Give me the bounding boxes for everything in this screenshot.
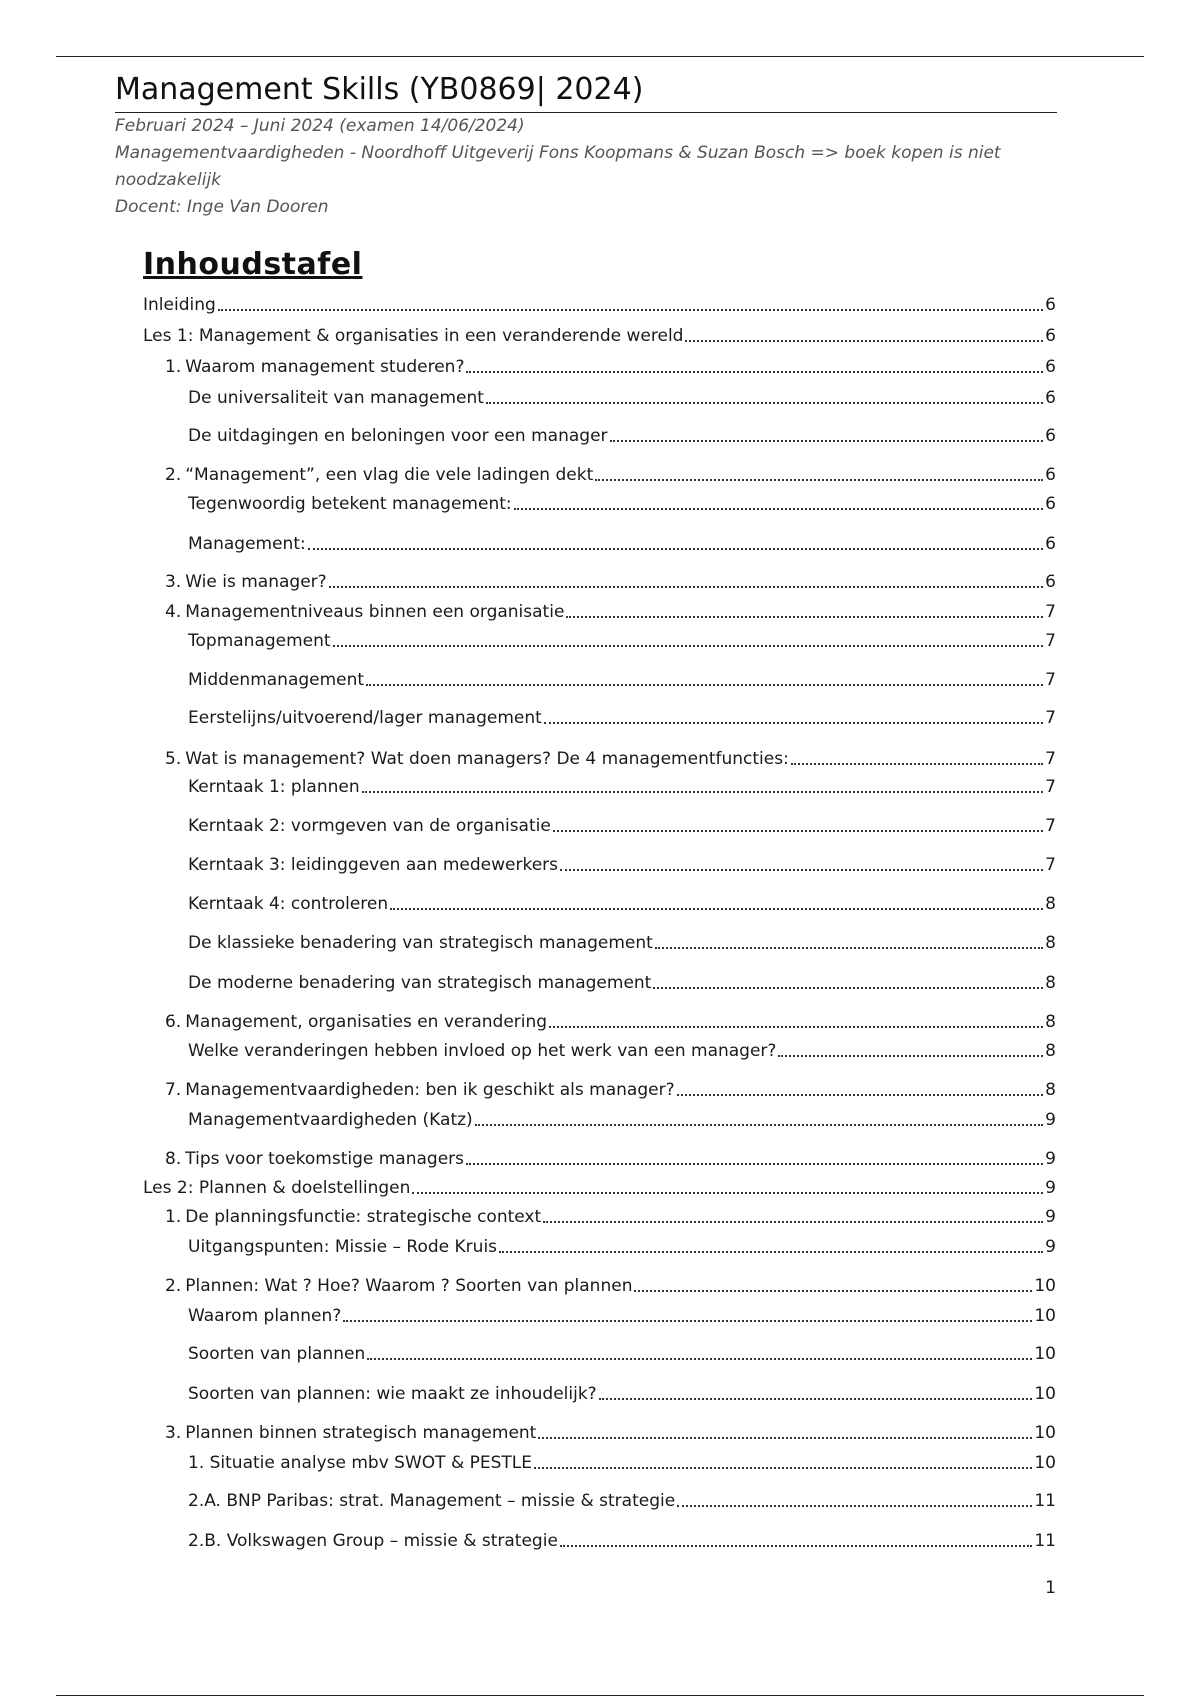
toc-entry-label: Plannen binnen strategisch management (185, 1423, 537, 1443)
toc-dot-leader (475, 1124, 1044, 1126)
toc-entry[interactable] (143, 323, 1056, 347)
toc-entry-page: 9 (1045, 1237, 1056, 1257)
toc-dot-leader (514, 508, 1044, 510)
toc-entry-number: 3. (165, 1423, 182, 1443)
meta-book-continued: noodzakelijk (115, 170, 222, 190)
toc-entry-number: 7. (165, 1080, 182, 1100)
toc-dot-leader (653, 987, 1043, 989)
toc-entry-page: 9 (1045, 1110, 1056, 1130)
toc-entry-page: 10 (1034, 1453, 1056, 1473)
page-number: 1 (1045, 1578, 1056, 1598)
toc-entry-label: Wie is manager? (185, 572, 327, 592)
toc-entry-label: 2.A. BNP Paribas: strat. Management – missie & strategie (188, 1491, 676, 1511)
toc-entry-number: 2. (165, 1276, 182, 1296)
toc-dot-leader (534, 1467, 1032, 1469)
toc-entry-label: Kerntaak 1: plannen (188, 777, 360, 797)
toc-entry-label: Tegenwoordig betekent management: (188, 494, 512, 514)
toc-entry-page: 6 (1045, 572, 1056, 592)
meta-teacher: Docent: Inge Van Dooren (115, 197, 329, 217)
toc-dot-leader (610, 440, 1044, 442)
toc-entry[interactable] (188, 1450, 1056, 1474)
toc-entry-label: Management: (188, 534, 306, 554)
toc-entry[interactable] (188, 385, 1056, 409)
toc-entry-page: 6 (1045, 465, 1056, 485)
toc-entry-label: Managementvaardigheden: ben ik geschikt als manager? (185, 1080, 675, 1100)
toc-dot-leader (218, 309, 1043, 311)
toc-entry-label: Welke veranderingen hebben invloed op het werk van een manager? (188, 1041, 777, 1061)
toc-entry-page: 6 (1045, 494, 1056, 514)
toc-entry-page: 6 (1045, 426, 1056, 446)
toc-entry-page: 10 (1034, 1276, 1056, 1296)
toc-entry-number: 6. (165, 1012, 182, 1032)
toc-entry-page: 7 (1045, 708, 1056, 728)
toc-entry-label: Inleiding (143, 295, 216, 315)
toc-entry-label: Waarom plannen? (188, 1306, 342, 1326)
toc-entry-page: 10 (1034, 1423, 1056, 1443)
toc-entry-page: 6 (1045, 388, 1056, 408)
toc-dot-leader (543, 1221, 1043, 1223)
toc-entry-label: De moderne benadering van strategisch management (188, 973, 652, 993)
toc-entry-page: 8 (1045, 973, 1056, 993)
toc-entry[interactable] (188, 628, 1056, 652)
toc-entry[interactable] (165, 1204, 1056, 1228)
toc-entry-page: 7 (1045, 855, 1056, 875)
toc-dot-leader (549, 1026, 1043, 1028)
toc-dot-leader (308, 548, 1043, 550)
toc-dot-leader (566, 616, 1043, 618)
toc-entry-page: 8 (1045, 1012, 1056, 1032)
toc-entry-page: 8 (1045, 1041, 1056, 1061)
toc-entry[interactable] (165, 746, 1056, 770)
toc-entry-page: 7 (1045, 631, 1056, 651)
toc-entry[interactable] (188, 852, 1056, 876)
toc-entry[interactable] (188, 930, 1056, 954)
toc-entry-number: 8. (165, 1149, 182, 1169)
toc-entry-label: Kerntaak 2: vormgeven van de organisatie (188, 816, 551, 836)
toc-entry[interactable] (188, 1234, 1056, 1258)
toc-dot-leader (655, 947, 1043, 949)
toc-dot-leader (560, 869, 1043, 871)
toc-entry[interactable] (188, 531, 1056, 555)
toc-entry[interactable] (188, 891, 1056, 915)
toc-entry[interactable] (165, 1420, 1056, 1444)
toc-dot-leader (466, 1163, 1043, 1165)
toc-entry-label: Managementvaardigheden (Katz) (188, 1110, 473, 1130)
toc-entry-number: 1. (165, 1207, 182, 1227)
toc-entry[interactable] (188, 491, 1056, 515)
meta-period: Februari 2024 – Juni 2024 (examen 14/06/2024) (115, 116, 525, 136)
toc-entry-page: 8 (1045, 933, 1056, 953)
toc-entry[interactable] (188, 813, 1056, 837)
toc-entry-page: 10 (1034, 1384, 1056, 1404)
toc-dot-leader (466, 371, 1043, 373)
toc-dot-leader (685, 340, 1043, 342)
document-header (115, 70, 1057, 221)
toc-entry[interactable] (165, 462, 1056, 486)
toc-entry[interactable] (188, 423, 1056, 447)
document-title: Management Skills (YB0869| 2024) (115, 70, 1057, 113)
toc-entry-page: 9 (1045, 1178, 1056, 1198)
toc-entry-page: 7 (1045, 816, 1056, 836)
toc-dot-leader (791, 763, 1043, 765)
toc-entry-label: Wat is management? Wat doen managers? De 4 managementfuncties: (185, 749, 789, 769)
toc-entry-label: Soorten van plannen: wie maakt ze inhoudelijk? (188, 1384, 597, 1404)
toc-entry-label: Uitgangspunten: Missie – Rode Kruis (188, 1237, 498, 1257)
toc-entry[interactable] (188, 667, 1056, 691)
toc-entry-label: De planningsfunctie: strategische context (185, 1207, 542, 1227)
toc-entry-page: 7 (1045, 602, 1056, 622)
toc-entry-label: Kerntaak 4: controleren (188, 894, 389, 914)
toc-entry-label: De uitdagingen en beloningen voor een manager (188, 426, 608, 446)
toc-dot-leader (366, 684, 1043, 686)
toc-dot-leader (544, 722, 1043, 724)
toc-entry-label: De universaliteit van management (188, 388, 484, 408)
toc-dot-leader (390, 908, 1043, 910)
toc-entry-number: 3. (165, 572, 182, 592)
toc-dot-leader (560, 1545, 1032, 1547)
toc-dot-leader (595, 479, 1043, 481)
toc-entry[interactable] (188, 1341, 1056, 1365)
toc-entry-page: 6 (1045, 534, 1056, 554)
toc-entry-label: Tips voor toekomstige managers (185, 1149, 465, 1169)
toc-entry-label: Eerstelijns/uitvoerend/lager management (188, 708, 542, 728)
toc-entry-page: 6 (1045, 295, 1056, 315)
toc-entry[interactable] (165, 354, 1056, 378)
toc-entry-label: Kerntaak 3: leidinggeven aan medewerkers (188, 855, 559, 875)
toc-dot-leader (677, 1505, 1032, 1507)
toc-entry-number: 4. (165, 602, 182, 622)
meta-book: Managementvaardigheden - Noordhoff Uitgeverij Fons Koopmans & Suzan Bosch => boek kopen is niet (115, 143, 1001, 163)
toc-entry[interactable] (188, 1038, 1056, 1062)
toc-entry[interactable] (188, 705, 1056, 729)
toc-entry-label: Managementniveaus binnen een organisatie (185, 602, 565, 622)
toc-dot-leader (329, 586, 1044, 588)
toc-entry-label: Les 1: Management & organisaties in een veranderende wereld (143, 326, 684, 346)
toc-entry-page: 6 (1045, 357, 1056, 377)
toc-entry-page: 9 (1045, 1149, 1056, 1169)
toc-entry-page: 8 (1045, 894, 1056, 914)
toc-dot-leader (634, 1290, 1032, 1292)
toc-entry-number: 1. (165, 357, 182, 377)
toc-dot-leader (499, 1251, 1043, 1253)
toc-entry[interactable] (165, 1273, 1056, 1297)
toc-entry-label: Waarom management studeren? (185, 357, 465, 377)
toc-entry-label: Les 2: Plannen & doelstellingen (143, 1178, 411, 1198)
toc-dot-leader (333, 645, 1044, 647)
toc-entry-label: Management, organisaties en verandering (185, 1012, 548, 1032)
toc-entry-page: 7 (1045, 749, 1056, 769)
toc-entry[interactable] (165, 1009, 1056, 1033)
toc-entry[interactable] (165, 1077, 1056, 1101)
toc-heading: Inhoudstafel (143, 247, 363, 282)
toc-dot-leader (362, 791, 1044, 793)
toc-dot-leader (486, 402, 1043, 404)
toc-entry[interactable] (165, 599, 1056, 623)
toc-dot-leader (412, 1192, 1043, 1194)
toc-entry-label: Topmanagement (188, 631, 331, 651)
toc-entry[interactable] (143, 292, 1056, 316)
toc-entry-label: “Management”, een vlag die vele ladingen dekt (185, 465, 594, 485)
bottom-rule (56, 1695, 1144, 1696)
toc-entry-label: 1. Situatie analyse mbv SWOT & PESTLE (188, 1453, 532, 1473)
toc-entry-page: 10 (1034, 1306, 1056, 1326)
toc-entry-page: 11 (1034, 1491, 1056, 1511)
toc-entry[interactable] (188, 1107, 1056, 1131)
toc-entry-number: 2. (165, 465, 182, 485)
toc-entry-label: De klassieke benadering van strategisch management (188, 933, 653, 953)
toc-entry-page: 11 (1034, 1531, 1056, 1551)
top-rule (56, 56, 1144, 57)
toc-entry-page: 7 (1045, 777, 1056, 797)
toc-dot-leader (677, 1094, 1044, 1096)
toc-entry-page: 10 (1034, 1344, 1056, 1364)
toc-entry[interactable] (188, 774, 1056, 798)
toc-entry[interactable] (143, 1175, 1056, 1199)
toc-entry[interactable] (188, 1488, 1056, 1512)
toc-entry[interactable] (188, 970, 1056, 994)
toc-entry-label: Middenmanagement (188, 670, 365, 690)
toc-entry[interactable] (188, 1303, 1056, 1327)
toc-entry-number: 5. (165, 749, 182, 769)
toc-entry-label: Plannen: Wat ? Hoe? Waarom ? Soorten van plannen (185, 1276, 633, 1296)
toc-entry[interactable] (165, 1146, 1056, 1170)
toc-dot-leader (778, 1055, 1043, 1057)
toc-entry[interactable] (188, 1528, 1056, 1552)
toc-entry[interactable] (165, 569, 1056, 593)
toc-entry-page: 9 (1045, 1207, 1056, 1227)
toc-dot-leader (599, 1398, 1033, 1400)
toc-dot-leader (538, 1437, 1032, 1439)
toc-dot-leader (553, 830, 1043, 832)
toc-entry-page: 6 (1045, 326, 1056, 346)
toc-entry-page: 7 (1045, 670, 1056, 690)
toc-entry[interactable] (188, 1381, 1056, 1405)
toc-entry-label: 2.B. Volkswagen Group – missie & strategie (188, 1531, 558, 1551)
toc-dot-leader (343, 1320, 1032, 1322)
toc-dot-leader (367, 1358, 1032, 1360)
toc-entry-page: 8 (1045, 1080, 1056, 1100)
toc-entry-label: Soorten van plannen (188, 1344, 366, 1364)
